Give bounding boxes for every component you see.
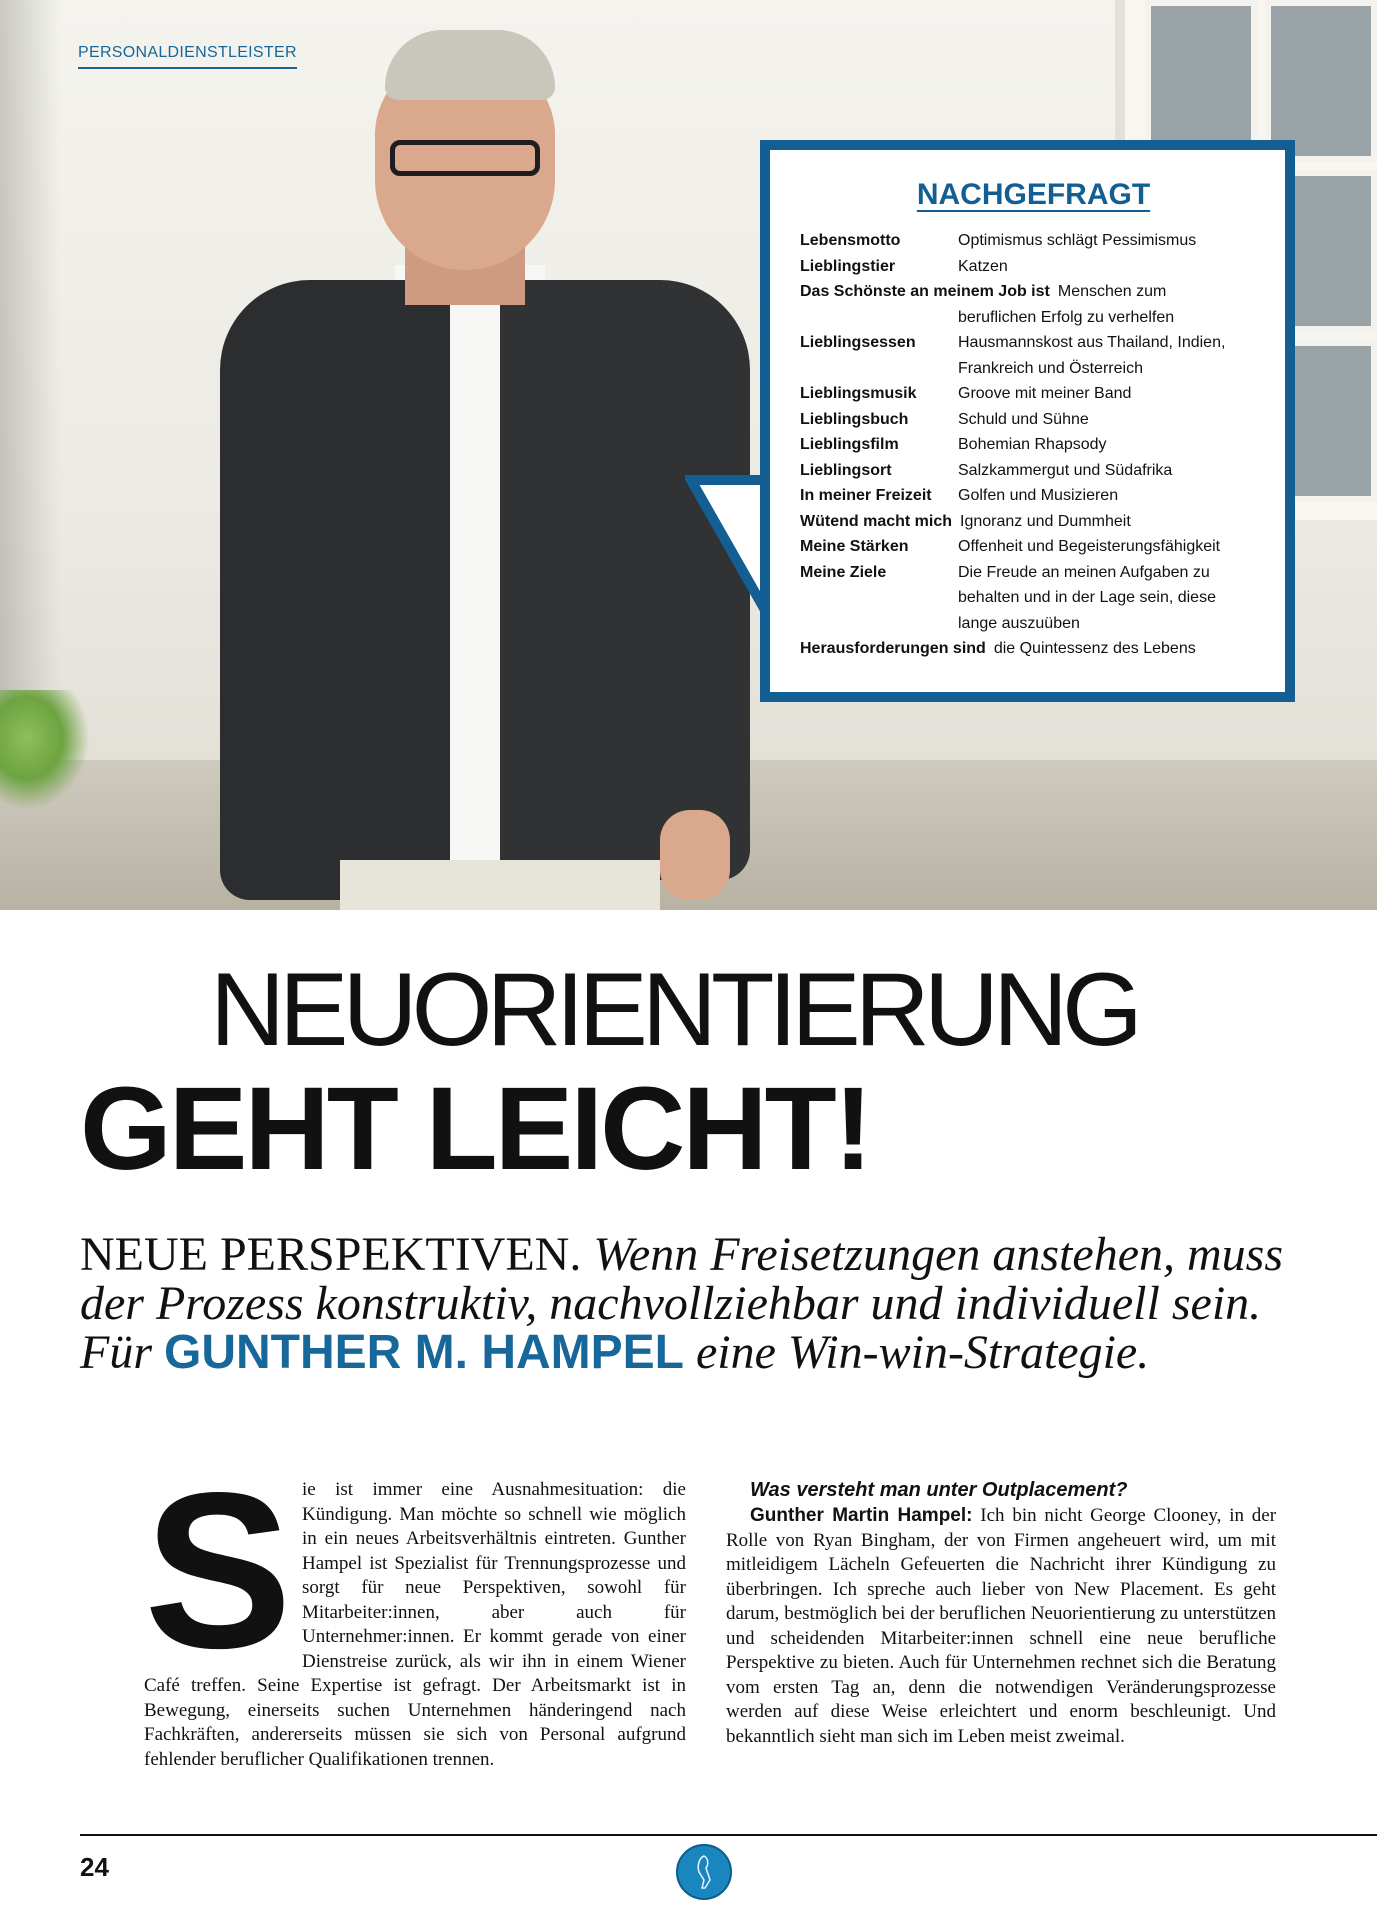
infobox-value: Golfen und Musizieren	[958, 487, 1119, 504]
interview-answer	[726, 1504, 1276, 1749]
interview-speaker: Gunther Martin Hampel:	[750, 1505, 973, 1526]
page-number: 24	[80, 1852, 109, 1882]
infobox-row	[800, 305, 1267, 331]
infobox-row	[800, 560, 1267, 586]
section-label: PERSONALDIENSTLEISTER	[78, 44, 297, 69]
headline-line-2: GEHT LEICHT!	[80, 1063, 870, 1195]
infobox-value: behalten und in der Lage sein, diese	[958, 589, 1216, 606]
infobox-value: Menschen zum	[1057, 283, 1167, 300]
infobox-key: Lieblingsfilm	[800, 436, 899, 453]
infobox-list	[800, 228, 1267, 662]
infobox-key: Lieblingsessen	[800, 334, 916, 351]
infobox-key	[800, 305, 958, 331]
drop-cap: S	[144, 1447, 293, 1695]
infobox-row	[800, 407, 1267, 433]
infobox-key: Meine Ziele	[800, 563, 887, 581]
infobox-value: Ignoranz und Dummheit	[960, 512, 1131, 530]
infobox-row	[800, 585, 1267, 611]
foliage	[0, 690, 90, 810]
infobox-value: Bohemian Rhapsody	[958, 436, 1107, 453]
infobox-key: Lieblingstier	[800, 257, 896, 275]
infobox-key: Das Schönste an meinem Job ist	[800, 283, 1050, 300]
infobox-value: Katzen	[958, 257, 1008, 275]
infobox-key: In meiner Freizeit	[800, 487, 932, 504]
deck	[80, 1230, 1330, 1377]
infobox-value: Optimismus schlägt Pessimismus	[958, 232, 1197, 249]
headline-line-1: NEUORIENTIERUNG	[210, 952, 1137, 1068]
infobox-row	[800, 279, 1267, 305]
infobox-value: Hausmannskost aus Thailand, Indien,	[958, 334, 1226, 351]
body-column-left	[144, 1447, 686, 1772]
infobox-row	[800, 228, 1267, 254]
infobox-value: Groove mit meiner Band	[958, 385, 1132, 402]
infobox-value: Die Freude an meinen Aufgaben zu	[958, 563, 1210, 581]
infobox-value: lange auszuüben	[958, 614, 1080, 632]
interview-question: Was versteht man unter Outplacement?	[750, 1479, 1128, 1501]
hair	[385, 30, 555, 100]
infobox-key: Meine Stärken	[800, 538, 909, 555]
infobox-row	[800, 432, 1267, 458]
emblem-figure-icon	[678, 1846, 730, 1898]
infobox-value: Schuld und Sühne	[958, 410, 1089, 428]
infobox-row	[800, 636, 1267, 662]
infobox-value: Frankreich und Österreich	[958, 359, 1143, 377]
infobox-value: Salzkammergut und Südafrika	[958, 461, 1173, 479]
infobox-row	[800, 509, 1267, 535]
infobox-key: Herausforderungen sind	[800, 640, 986, 657]
body-text-intro: ie ist immer eine Ausnahmesituation: die Kündigung. Man möchte so schnell wie möglich in ein neues Arbeitsverhältnis eintreten. Gunther Hampel ist Spezialist für Trennungsprozesse und sorgt für neue Perspektiven, sowohl für Mitarbeiter:innen, aber auch für Unternehmer:innen. Er kommt gerade von einer Dienstreise zurück, als wir ihn in einem Wiener Café treffen. Seine Expertise ist gefragt. Der Arbeitsmarkt ist in Bewegung, einerseits suchen Unternehmen händeringend nach Fachkräften, andererseits müssen sie sich von Personal aufgrund fehlender beruflicher Qualifikationen trennen.	[144, 1479, 686, 1770]
deck-person-name: GUNTHER M. HAMPEL	[164, 1326, 684, 1379]
infobox-key: Lieblingsmusik	[800, 385, 917, 402]
infobox-row	[800, 534, 1267, 560]
interview-answer-text: Ich bin nicht George Clooney, in der Rolle von Ryan Bingham, der von Firmen angeheuert wird, um mit mitleidigem Lächeln Gefeuerten die Nachricht ihrer Kündigung zu überbringen. Ich spreche auch lieber von New Placement. Es geht darum, bestmöglich bei der beruflichen Neuorientierung zu unterstützen und scheidenden Mitarbeiter:innen schnell eine neue berufliche Perspektive zu bieten. Auch für Unternehmen rechnet sich die Beratung vom ersten Tag an, denn die notwendigen Veränderungsprozesse werden auf diese Weise erleichtert und enorm beschleunigt. Und bekanntlich sieht man sich im Leben meist zweimal.	[726, 1505, 1277, 1747]
infobox-key	[800, 611, 958, 637]
infobox-key: Lebensmotto	[800, 232, 901, 249]
infobox-title: NACHGEFRAGT	[916, 178, 1151, 211]
infobox-row	[800, 483, 1267, 509]
infobox-row	[800, 611, 1267, 637]
deck-kicker: NEUE PERSPEKTIVEN.	[80, 1228, 582, 1281]
infobox-value: die Quintessenz des Lebens	[993, 640, 1196, 657]
trousers	[340, 860, 660, 910]
jacket	[220, 280, 450, 900]
infobox-row	[800, 458, 1267, 484]
hand	[660, 810, 730, 900]
footer-rule	[80, 1834, 1377, 1836]
infobox-key: Wütend macht mich	[800, 512, 953, 530]
deck-text: Wenn Freisetzungen anstehen, muss der Prozess konstruktiv, nachvollziehbar und individuell sein. Für	[80, 1228, 1284, 1379]
infobox-key: Lieblingsort	[800, 461, 892, 479]
infobox-value: beruflichen Erfolg zu verhelfen	[958, 308, 1175, 326]
infobox-key	[800, 356, 958, 382]
deck-text-end: eine Win-win-Strategie.	[695, 1326, 1150, 1379]
infobox-key: Lieblingsbuch	[800, 410, 909, 428]
nachgefragt-box	[760, 140, 1295, 702]
infobox-row	[800, 381, 1267, 407]
infobox-row	[800, 356, 1267, 382]
body-column-right	[726, 1478, 1276, 1749]
glasses	[390, 140, 540, 176]
infobox-value: Offenheit und Begeisterungsfähigkeit	[958, 538, 1221, 555]
infobox-row	[800, 254, 1267, 280]
magazine-emblem-icon	[676, 1844, 732, 1900]
infobox-key	[800, 585, 958, 611]
infobox-row	[800, 330, 1267, 356]
